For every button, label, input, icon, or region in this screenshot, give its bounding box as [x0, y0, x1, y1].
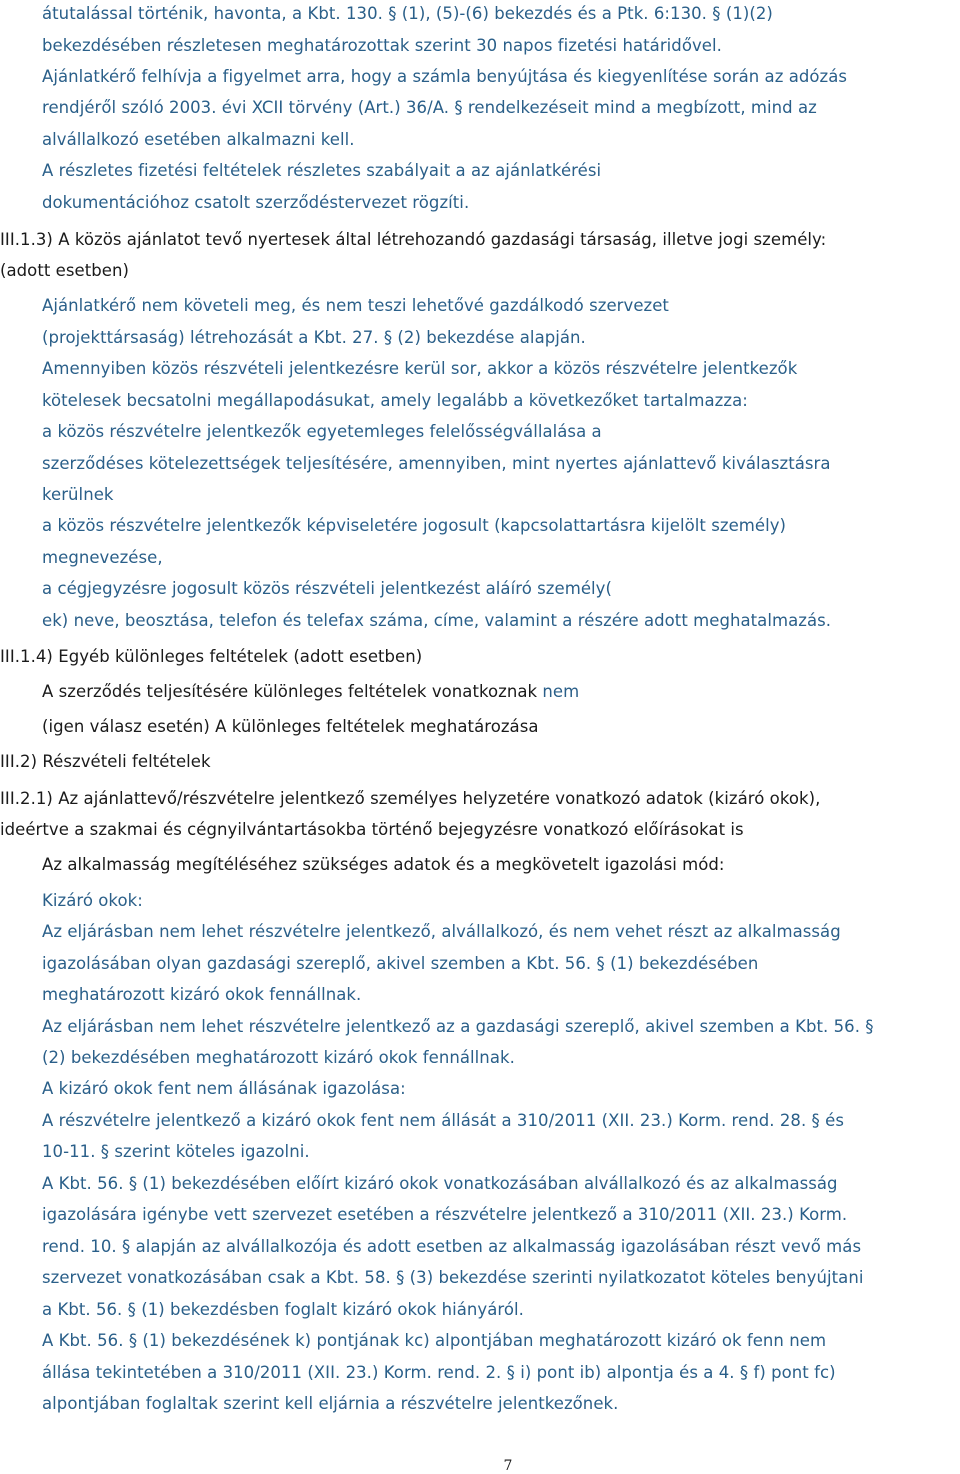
text-line: A Kbt. 56. § (1) bekezdésében előírt kizáró okok vonatkozásában alvállalkozó és az alkalmasság: [42, 1174, 838, 1193]
text-line: kerülnek: [42, 485, 114, 504]
answer-value: nem: [542, 682, 580, 701]
section-heading: III.1.4) Egyéb különleges feltételek (adott esetben): [0, 647, 423, 666]
text-line: (igen válasz esetén) A különleges feltételek meghatározása: [42, 717, 539, 736]
text-line: állása tekintetében a 310/2011 (XII. 23.) Korm. rend. 2. § i) pont ib) alpontja és a 4. § f) pont fc): [42, 1363, 836, 1382]
text-line: megnevezése,: [42, 548, 163, 567]
text-line: bekezdésében részletesen meghatározottak szerint 30 napos fizetési határidővel.: [42, 36, 722, 55]
text-line: A részletes fizetési feltételek részletes szabályait a az ajánlatkérési: [42, 161, 602, 180]
section-heading: III.1.3) A közös ajánlatot tevő nyertesek által létrehozandó gazdasági társaság, illetve jogi személy:: [0, 230, 827, 249]
text-line: dokumentációhoz csatolt szerződéstervezet rögzíti.: [42, 193, 470, 212]
text-line: szerződéses kötelezettségek teljesítésére, amennyiben, mint nyertes ajánlattevő kiválasztásra: [42, 454, 831, 473]
text-line: Az eljárásban nem lehet részvételre jelentkező az a gazdasági szereplő, akivel szemben a Kbt. 56. §: [42, 1017, 874, 1036]
text-line: a cégjegyzésre jogosult közös részvételi jelentkezést aláíró személy(: [42, 579, 612, 598]
text-line-part: A szerződés teljesítésére különleges feltételek vonatkoznak: [42, 682, 543, 701]
text-line: igazolásában olyan gazdasági szereplő, akivel szemben a Kbt. 56. § (1) bekezdésében: [42, 954, 759, 973]
text-line: (2) bekezdésében meghatározott kizáró okok fennállnak.: [42, 1048, 515, 1067]
text-line: a közös részvételre jelentkezők képviseletére jogosult (kapcsolattartásra kijelölt személy): [42, 516, 787, 535]
text-line: Amennyiben közös részvételi jelentkezésre kerül sor, akkor a közös részvételre jelentkezők: [42, 359, 798, 378]
text-line: átutalással történik, havonta, a Kbt. 130. § (1), (5)-(6) bekezdés és a Ptk. 6:130. § (1)(2): [42, 4, 773, 23]
page-number: 7: [503, 1458, 513, 1474]
text-line: igazolására igénybe vett szervezet esetében a részvételre jelentkező a 310/2011 (XII. 23.) Korm.: [42, 1205, 848, 1224]
section-heading: (adott esetben): [0, 261, 129, 280]
section-heading: III.2) Részvételi feltételek: [0, 752, 211, 771]
text-line: 10-11. § szerint köteles igazolni.: [42, 1142, 310, 1161]
text-line: Ajánlatkérő nem követeli meg, és nem teszi lehetővé gazdálkodó szervezet: [42, 296, 669, 315]
text-line: Kizáró okok:: [42, 891, 143, 910]
text-line: rend. 10. § alapján az alvállalkozója és adott esetben az alkalmasság igazolásában részt vevő más: [42, 1237, 862, 1256]
text-line: alvállalkozó esetében alkalmazni kell.: [42, 130, 355, 149]
text-line: Ajánlatkérő felhívja a figyelmet arra, hogy a számla benyújtása és kiegyenlítése során az adózás: [42, 67, 848, 86]
text-line: kötelesek becsatolni megállapodásukat, amely legalább a következőket tartalmazza:: [42, 391, 748, 410]
section-heading: ideértve a szakmai és cégnyilvántartásokba történő bejegyzésre vonatkozó előírásokat is: [0, 820, 744, 839]
text-line: ek) neve, beosztása, telefon és telefax száma, címe, valamint a részére adott meghatalmazás.: [42, 611, 832, 630]
text-line: A kizáró okok fent nem állásának igazolása:: [42, 1079, 406, 1098]
text-line: rendjéről szóló 2003. évi XCII törvény (Art.) 36/A. § rendelkezéseit mind a megbízott, mind az: [42, 98, 817, 117]
text-line: meghatározott kizáró okok fennállnak.: [42, 985, 362, 1004]
text-line: A Kbt. 56. § (1) bekezdésének k) pontjának kc) alpontjában meghatározott kizáró ok fenn nem: [42, 1331, 827, 1350]
text-line: a Kbt. 56. § (1) bekezdésben foglalt kizáró okok hiányáról.: [42, 1300, 524, 1319]
text-line: Az alkalmasság megítéléséhez szükséges adatok és a megkövetelt igazolási mód:: [42, 855, 725, 874]
text-line: (projekttársaság) létrehozását a Kbt. 27. § (2) bekezdése alapján.: [42, 328, 586, 347]
text-line: alpontjában foglaltak szerint kell eljárnia a részvételre jelentkezőnek.: [42, 1394, 619, 1413]
section-heading: III.2.1) Az ajánlattevő/részvételre jelentkező személyes helyzetére vonatkozó adatok (kizáró okok),: [0, 789, 821, 808]
text-line: Az eljárásban nem lehet részvételre jelentkező, alvállalkozó, és nem vehet részt az alkalmasság: [42, 922, 841, 941]
text-line: [42, 681, 579, 703]
text-line: szervezet vonatkozásában csak a Kbt. 58. § (3) bekezdése szerinti nyilatkozatot köteles benyújtani: [42, 1268, 864, 1287]
text-line: a közös részvételre jelentkezők egyetemleges felelősségvállalása a: [42, 422, 602, 441]
text-line: A részvételre jelentkező a kizáró okok fent nem állását a 310/2011 (XII. 23.) Korm. rend. 28. § és: [42, 1111, 844, 1130]
